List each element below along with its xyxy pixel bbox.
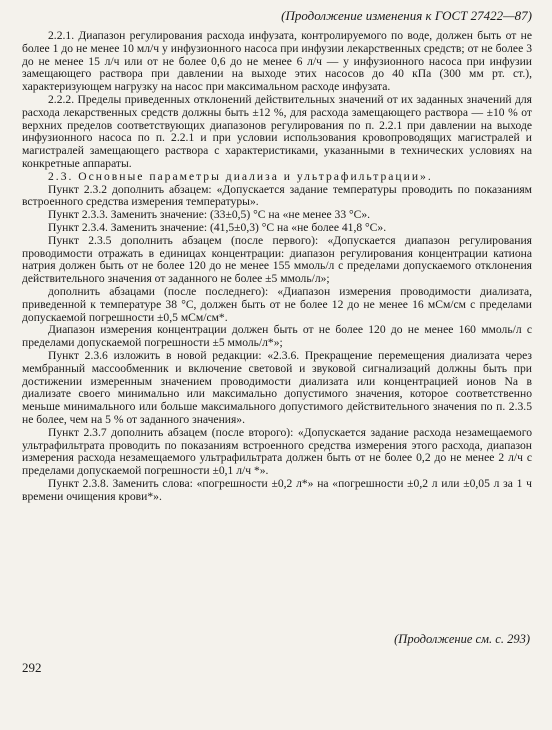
- paragraph-2-3-8: Пункт 2.3.8. Заменить слова: «погрешности ±0,2 л*» на «погрешности ±0,2 л или ±0,05 л за 1 ч времени очищения крови*».: [22, 476, 532, 503]
- continuation-note: (Продолжение см. с. 293): [394, 632, 530, 646]
- paragraph-2-3-2: Пункт 2.3.2 дополнить абзацем: «Допускается задание температуры проводить по показаниям встроенного средства измерения температуры».: [22, 182, 532, 209]
- page-number: 292: [22, 660, 42, 675]
- paragraph-concentration-range: Диапазон измерения концентрации должен быть от не более 120 до не менее 160 ммоль/л с пределами допускаемой погрешности ±5 ммоль/л*»;: [22, 323, 532, 350]
- page-header: (Продолжение изменения к ГОСТ 27422—87): [281, 8, 532, 23]
- paragraph-2-3-6: Пункт 2.3.6 изложить в новой редакции: «2.3.6. Прекращение перемещения диализата через мембранный массообменник и включение световой и звуковой сигнализаций должны быть при достижении измеренным значением проводимости диализата или концентрацией ионов Na в диализате своего минимально или максимально допустимого значения, которое соответственно меньше минимального или больше максимального допустимого действительного значения по п. 2.3.5 не более, чем на 5 % от заданного значения».: [22, 348, 532, 426]
- paragraph-2-3-5: Пункт 2.3.5 дополнить абзацем (после первого): «Допускается диапазон регулирования проводимости отражать в единицах концентрации: диапазон регулирования концентрации катиона натрия должен быть от не более 120 до не менее 155 ммоль/л с пределами допускаемого отклонения действительного значения от заданного не более ±5 ммоль/л»;: [22, 233, 532, 286]
- paragraph-2-2-2: 2.2.2. Пределы приведенных отклонений действительных значений от их заданных значений для расхода лекарственных средств должны быть ±12 %, для расхода замещающего раствора — ±10 % от верхних пределов соответствующих диапазонов регулирования по п. 2.2.1 при давлении на выходе инфузионного насоса по п. 2.2.1 и при условии использования кровопроводящих магистралей и магистралей замещающего раствора с характеристиками, указанными в технических условиях на конкретные аппараты.: [22, 92, 532, 170]
- body-text: [22, 30, 532, 503]
- paragraph-2-3-5-addition: дополнить абзацами (после последнего): «Диапазон измерения проводимости диализата, приведенной к температуре 38 °С, должен быть от не более 12 до не менее 16 мСм/см с пределами допускаемой погрешности ±0,5 мСм/см*.: [22, 284, 532, 324]
- section-heading-2-3: 2.3. Основные параметры диализа и ультрафильтрации».: [48, 169, 433, 183]
- paragraph-2-2-1: 2.2.1. Диапазон регулирования расхода инфузата, контролируемого по воде, должен быть от не более 1 до не менее 10 мл/ч у инфузионного насоса при инфузии лекарственных средств; от не более 3 до не менее 15 л/ч или от не более 0,6 до не менее 6 л/ч — у инфузионного насоса при инфузии замещающего раствора при давлении на выходе этих насосов до 40 кПа (300 мм рт. ст.), характеризующем нагрузку на насос при максимальном расходе инфузата.: [22, 29, 532, 94]
- paragraph-2-3-7: Пункт 2.3.7 дополнить абзацем (после второго): «Допускается задание расхода незамещаемого ультрафильтрата проводить по показаниям встроенного средства измерения этого расхода, диапазон измерения расхода незамещаемого ультрафильтрата должен быть от не более 0,2 до не менее 2 л/ч с пределами допускаемой погрешности ±0,1 л/ч *».: [22, 425, 532, 478]
- paragraph-2-3-3: Пункт 2.3.3. Заменить значение: (33±0,5) °С на «не менее 33 °С».: [48, 208, 371, 222]
- paragraph-2-3-4: Пункт 2.3.4. Заменить значение: (41,5±0,3) °С на «не более 41,8 °С».: [48, 220, 387, 234]
